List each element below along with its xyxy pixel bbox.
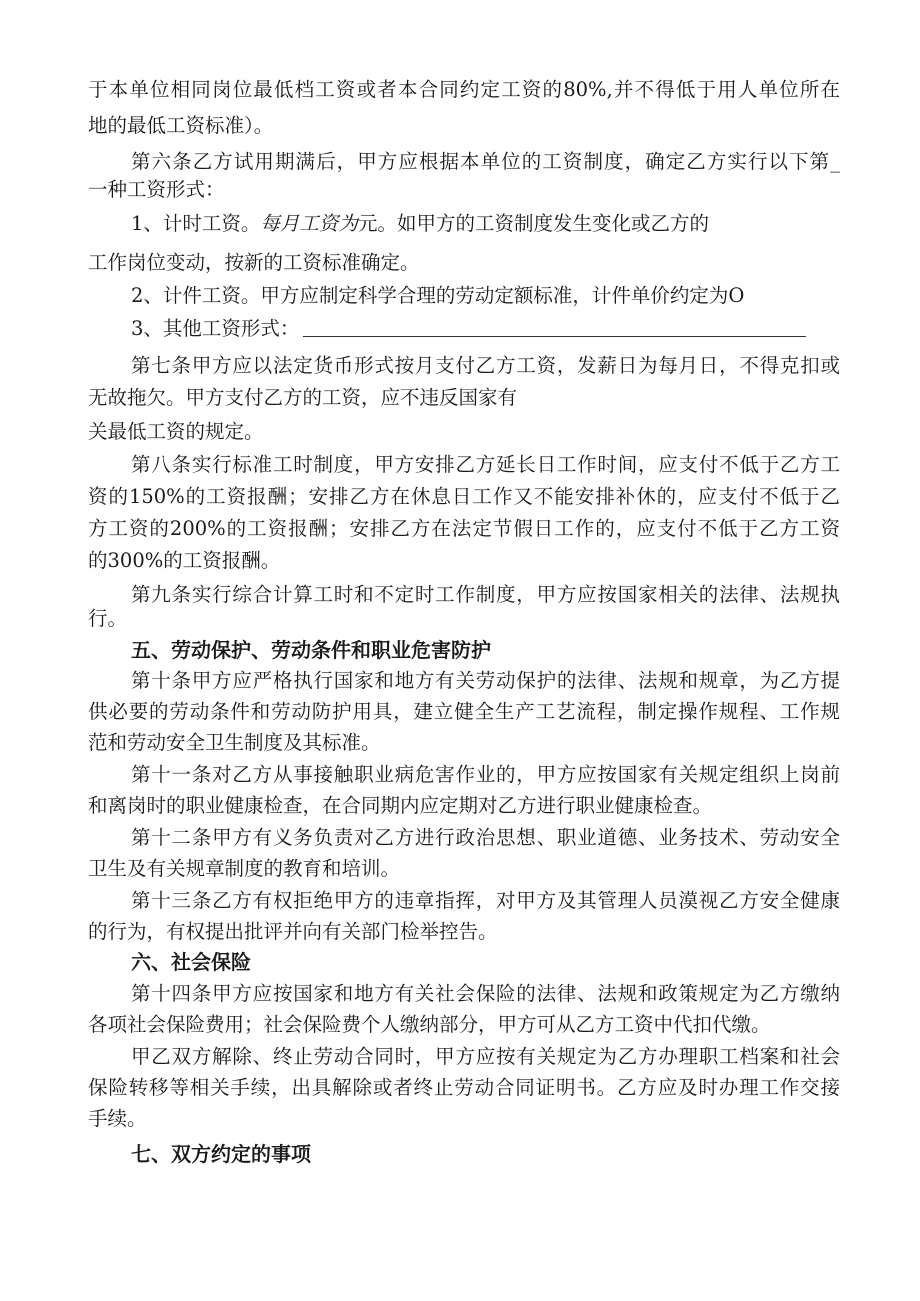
text-line: 于本单位相同岗位最低档工资或者本合同约定工资的80%,并不得低于用人单位所在	[88, 78, 840, 101]
text-line: 卫生及有关规章制度的教育和培训。	[88, 857, 401, 880]
blank-underline	[303, 322, 806, 337]
paragraph-line: 甲乙双方解除、终止劳动合同时，甲方应按有关规定为乙方办理职工档案和社会	[131, 1045, 840, 1068]
wage-option-1-label: 1、计时工资。	[131, 212, 261, 235]
text-line: 无故拖欠。甲方支付乙方的工资，应不违反国家有	[88, 386, 518, 409]
wage-option-3-label: 3、其他工资形式：	[131, 317, 300, 340]
text-line: 和离岗时的职业健康检查，在合同期内应定期对乙方进行职业健康检查。	[88, 794, 713, 817]
text-line: 一种工资形式：	[88, 178, 225, 201]
section-heading-7: 七、双方约定的事项	[131, 1142, 311, 1166]
wage-option-1-text: 元。如甲方的工资制度发生变化或乙方的	[357, 212, 709, 235]
text-line: 的300%的工资报酬。	[88, 549, 281, 572]
text-line: 关最低工资的规定。	[88, 420, 264, 443]
text-line: 资的150%的工资报酬；安排乙方在休息日工作又不能安排补休的，应支付不低于乙	[88, 485, 840, 508]
text-line: 工作岗位变动，按新的工资标准确定。	[88, 251, 420, 274]
text-line: 供必要的劳动条件和劳动防护用具，建立健全生产工艺流程，制定操作规程、工作规	[88, 700, 840, 723]
text-line: 的行为，有权提出批评并向有关部门检举控告。	[88, 920, 498, 943]
article-6-line: 第六条乙方试用期满后，甲方应根据本单位的工资制度，确定乙方实行以下第_	[131, 150, 840, 173]
wage-option-1	[131, 212, 751, 236]
article-10-line: 第十条甲方应严格执行国家和地方有关劳动保护的法律、法规和规章，为乙方提	[131, 669, 840, 692]
section-heading-6: 六、社会保险	[131, 950, 251, 974]
article-7-line: 第七条甲方应以法定货币形式按月支付乙方工资，发薪日为每月日，不得克扣或	[131, 354, 840, 377]
text-line: 保险转移等相关手续，出具解除或者终止劳动合同证明书。乙方应及时办理工作交接	[88, 1076, 840, 1099]
article-12-line: 第十二条甲方有义务负责对乙方进行政治思想、职业道德、业务技术、劳动安全	[131, 826, 840, 849]
text-line: 范和劳动安全卫生制度及其标准。	[88, 731, 381, 754]
text-line: 地的最低工资标准）。	[88, 114, 274, 137]
article-14-line: 第十四条甲方应按国家和地方有关社会保险的法律、法规和政策规定为乙方缴纳	[131, 982, 840, 1005]
text-line: 方工资的200%的工资报酬；安排乙方在法定节假日工作的，应支付不低于乙方工资	[88, 517, 840, 540]
wage-option-2: 2、计件工资。甲方应制定科学合理的劳动定额标准，计件单价约定为O	[131, 284, 745, 307]
article-9-line: 第九条实行综合计算工时和不定时工作制度，甲方应按国家相关的法律、法规执	[131, 583, 840, 606]
monthly-wage-label: 每月工资为	[260, 212, 358, 235]
wage-option-3	[131, 317, 840, 341]
article-13-line: 第十三条乙方有权拒绝甲方的违章指挥，对甲方及其管理人员漠视乙方安全健康	[131, 889, 840, 912]
text-line: 各项社会保险费用；社会保险费个人缴纳部分，甲方可从乙方工资中代扣代缴。	[88, 1013, 771, 1036]
article-8-line: 第八条实行标准工时制度，甲方安排乙方延长日工作时间，应支付不低于乙方工	[131, 453, 840, 476]
section-heading-5: 五、劳动保护、劳动条件和职业危害防护	[131, 638, 491, 662]
text-line: 手续。	[88, 1107, 147, 1130]
article-11-line: 第十一条对乙方从事接触职业病危害作业的，甲方应按国家有关规定组织上岗前	[131, 763, 840, 786]
text-line: 行。	[88, 607, 128, 630]
